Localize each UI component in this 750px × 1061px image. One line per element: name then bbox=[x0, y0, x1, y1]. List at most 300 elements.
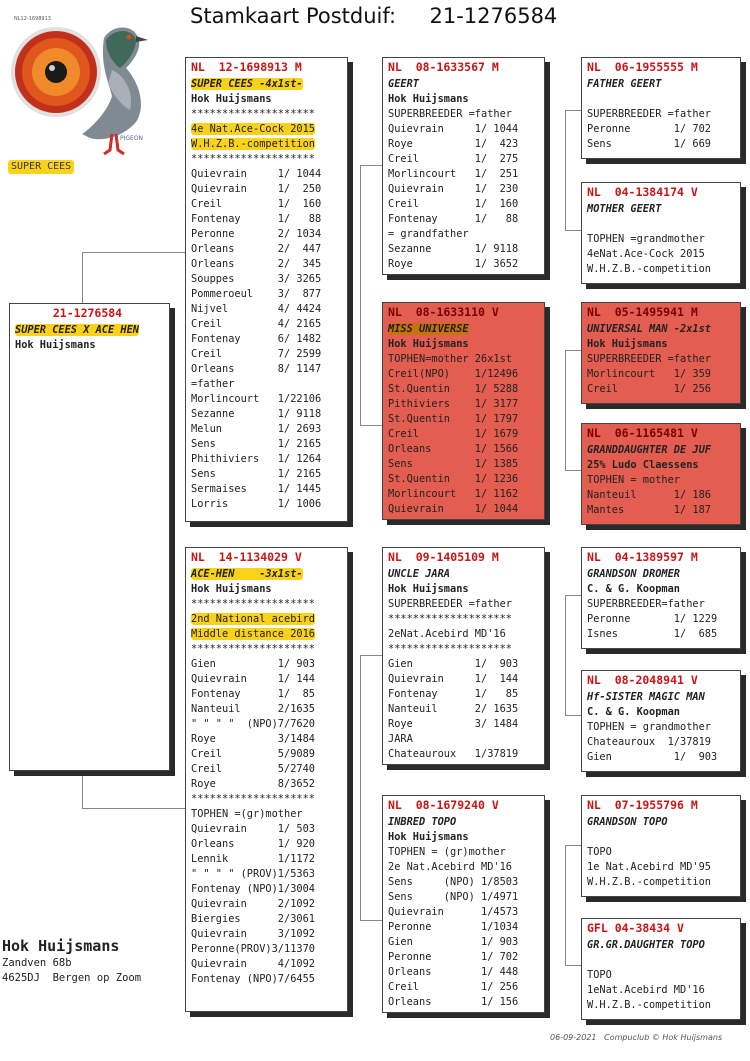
result-text: Morlincourt 1/ 1162 bbox=[388, 488, 519, 500]
result-text: 1eNat.Acebird MD'16 bbox=[587, 984, 705, 996]
result-text: Morlincourt 1/22106 bbox=[191, 393, 322, 405]
result-text: Quievrain 1/ 144 bbox=[388, 673, 519, 685]
result-text: ******************** bbox=[191, 598, 315, 610]
result-text: Creil 4/ 2165 bbox=[191, 318, 322, 330]
result-line bbox=[388, 935, 540, 950]
result-line bbox=[388, 642, 540, 657]
result-text: Creil 1/ 1679 bbox=[388, 428, 519, 440]
result-line bbox=[388, 890, 540, 905]
result-text: Peronne 1/ 702 bbox=[587, 123, 711, 135]
owner-address-2: 4625DJ Bergen op Zoom bbox=[2, 972, 142, 984]
result-text: Nijvel 4/ 4424 bbox=[191, 303, 322, 315]
result-text: Souppes 3/ 3265 bbox=[191, 273, 322, 285]
result-line bbox=[191, 122, 343, 137]
result-text: ******************** bbox=[388, 613, 512, 625]
result-line bbox=[388, 367, 540, 382]
result-text: Gien 1/ 903 bbox=[191, 658, 315, 670]
result-text: Sens (NPO) 1/8503 bbox=[388, 876, 519, 888]
result-text: Isnes 1/ 685 bbox=[587, 628, 718, 640]
result-text: Morlincourt 1/ 359 bbox=[587, 368, 711, 380]
result-text: Fontenay (NPO)1/3004 bbox=[191, 883, 315, 895]
result-line bbox=[191, 212, 343, 227]
result-line bbox=[587, 860, 736, 875]
result-text: Quievrain 4/1092 bbox=[191, 958, 315, 970]
subject-ring: 21-1276584 bbox=[52, 306, 123, 320]
result-line bbox=[191, 687, 343, 702]
result-line bbox=[388, 242, 540, 257]
result-line bbox=[388, 412, 540, 427]
result-line bbox=[587, 352, 736, 367]
result-line bbox=[388, 965, 540, 980]
page-title: Stamkaart Postduif: 21-1276584 bbox=[190, 4, 558, 28]
loft-name: C. & G. Koopman bbox=[587, 706, 680, 718]
result-line bbox=[388, 672, 540, 687]
result-text: Peronne(PROV)3/11370 bbox=[191, 943, 315, 955]
ggp-mfm-card[interactable] bbox=[581, 670, 741, 772]
result-text: SUPERBREEDER =father bbox=[587, 353, 711, 365]
result-line bbox=[191, 272, 343, 287]
result-line bbox=[388, 845, 540, 860]
subject-card[interactable] bbox=[9, 303, 170, 771]
result-line bbox=[191, 807, 343, 822]
result-text: Quievrain 3/1092 bbox=[191, 928, 315, 940]
pigeon-photo bbox=[8, 10, 158, 162]
result-line bbox=[587, 122, 736, 137]
result-line bbox=[191, 332, 343, 347]
result-text: Roye 8/3652 bbox=[191, 778, 315, 790]
loft-name: C. & G. Koopman bbox=[587, 583, 680, 595]
result-text: Quievrain 1/ 1044 bbox=[388, 503, 519, 515]
result-text: Peronne 1/ 1229 bbox=[587, 613, 718, 625]
ring-number: NL 06-1955555 M bbox=[587, 60, 698, 74]
result-line bbox=[191, 882, 343, 897]
result-line bbox=[587, 845, 736, 860]
result-text: Fontenay 1/ 88 bbox=[388, 213, 519, 225]
result-text: Orleans 2/ 447 bbox=[191, 243, 322, 255]
result-line bbox=[388, 905, 540, 920]
loft-name: Hok Huijsmans bbox=[388, 831, 469, 843]
result-line bbox=[191, 227, 343, 242]
result-line bbox=[388, 747, 540, 762]
result-line bbox=[191, 317, 343, 332]
result-text: St.Quentin 1/ 1797 bbox=[388, 413, 519, 425]
result-text: Creil 1/ 256 bbox=[388, 981, 519, 993]
result-line bbox=[388, 227, 540, 242]
result-line bbox=[191, 182, 343, 197]
owner-block bbox=[2, 936, 141, 986]
result-line bbox=[191, 257, 343, 272]
spacer bbox=[587, 830, 736, 845]
result-text: Quievrain 1/4573 bbox=[388, 906, 519, 918]
result-line bbox=[191, 107, 343, 122]
result-line bbox=[587, 968, 736, 983]
result-text: SUPERBREEDER =father bbox=[388, 598, 512, 610]
result-text: Sens 1/ 2165 bbox=[191, 468, 322, 480]
ring-number: NL 08-1633567 M bbox=[388, 60, 499, 74]
result-text: Pommeroeul 3/ 877 bbox=[191, 288, 322, 300]
result-line bbox=[388, 167, 540, 182]
result-line bbox=[388, 382, 540, 397]
result-text: Roye 3/1484 bbox=[191, 733, 315, 745]
ring-number: NL 04-1389597 M bbox=[587, 550, 698, 564]
result-line bbox=[388, 950, 540, 965]
result-line bbox=[191, 792, 343, 807]
result-line bbox=[191, 732, 343, 747]
result-line bbox=[388, 657, 540, 672]
spacer bbox=[587, 92, 736, 107]
result-line bbox=[191, 467, 343, 482]
result-line bbox=[587, 998, 736, 1013]
result-line bbox=[587, 735, 736, 750]
result-line bbox=[388, 920, 540, 935]
footer-credit: 06-09-2021 Compuclub © Hok Huijsmans bbox=[550, 1033, 723, 1042]
result-line bbox=[388, 860, 540, 875]
ggp-mff-card[interactable] bbox=[581, 547, 741, 649]
result-line bbox=[388, 212, 540, 227]
photo-brand-text: PIGEON bbox=[120, 135, 144, 142]
result-line bbox=[191, 287, 343, 302]
result-line bbox=[587, 750, 736, 765]
result-line bbox=[587, 597, 736, 612]
result-line bbox=[191, 242, 343, 257]
result-text: Orleans 1/ 448 bbox=[388, 966, 519, 978]
result-line bbox=[388, 687, 540, 702]
ggp-fmm-card[interactable] bbox=[581, 423, 741, 525]
ring-number: NL 08-1633110 V bbox=[388, 305, 499, 319]
result-line bbox=[388, 612, 540, 627]
result-line bbox=[388, 875, 540, 890]
result-line bbox=[191, 852, 343, 867]
result-text: " " " " (NPO)7/7620 bbox=[191, 718, 315, 730]
ring-number: NL 06-1165481 V bbox=[587, 426, 698, 440]
result-text: Peronne 1/ 702 bbox=[388, 951, 519, 963]
result-line bbox=[587, 367, 736, 382]
loft-name: Hok Huijsmans bbox=[191, 93, 272, 105]
result-line bbox=[191, 912, 343, 927]
result-text: ******************** bbox=[388, 643, 512, 655]
pigeon-name: GEERT bbox=[388, 78, 419, 90]
result-text: Nanteuil 2/1635 bbox=[191, 703, 315, 715]
pigeon-name: GR.GR.DAUGHTER TOPO bbox=[587, 939, 705, 951]
pigeon-name: UNIVERSAL MAN -2x1st bbox=[587, 323, 711, 335]
result-text: Nanteuil 1/ 186 bbox=[587, 489, 711, 501]
pigeon-name: FATHER GEERT bbox=[587, 78, 662, 90]
result-line bbox=[191, 957, 343, 972]
result-text: Phithiviers 1/ 1264 bbox=[191, 453, 322, 465]
loft-name: Hok Huijsmans bbox=[388, 338, 469, 350]
result-text: ******************** bbox=[191, 643, 315, 655]
spacer bbox=[587, 953, 736, 968]
result-text: Pithiviers 1/ 3177 bbox=[388, 398, 519, 410]
result-text: Lennik 1/1172 bbox=[191, 853, 315, 865]
result-text: Quievrain 1/ 250 bbox=[191, 183, 322, 195]
result-line bbox=[388, 717, 540, 732]
result-text: Roye 3/ 1484 bbox=[388, 718, 519, 730]
result-text: Peronne 2/ 1034 bbox=[191, 228, 322, 240]
result-line bbox=[191, 137, 343, 152]
result-text: Mantes 1/ 187 bbox=[587, 504, 711, 516]
result-line bbox=[191, 657, 343, 672]
result-text: Gien 1/ 903 bbox=[388, 658, 519, 670]
pigeon-name: MOTHER GEERT bbox=[587, 203, 662, 215]
ring-number: NL 14-1134029 V bbox=[191, 550, 302, 564]
result-text: Orleans 8/ 1147 bbox=[191, 363, 322, 375]
result-line bbox=[388, 502, 540, 517]
result-text: W.H.Z.B.-competition bbox=[587, 876, 711, 888]
result-line bbox=[191, 747, 343, 762]
result-line bbox=[191, 627, 343, 642]
result-line bbox=[191, 377, 343, 392]
subject-name: SUPER CEES X ACE HEN bbox=[15, 324, 139, 336]
grandfather-father-card[interactable] bbox=[382, 57, 545, 275]
result-text: Middle distance 2016 bbox=[191, 628, 315, 640]
result-line bbox=[388, 995, 540, 1010]
ggp-mmm-card[interactable] bbox=[581, 918, 741, 1020]
result-text: Orleans 1/ 1566 bbox=[388, 443, 519, 455]
result-line bbox=[587, 627, 736, 642]
pigeon-name: UNCLE JARA bbox=[388, 568, 450, 580]
pigeon-name: GRANDSON DROMER bbox=[587, 568, 680, 580]
result-line bbox=[191, 437, 343, 452]
result-line bbox=[388, 732, 540, 747]
result-text: Sens 1/ 2165 bbox=[191, 438, 322, 450]
result-text: TOPHEN = (gr)mother bbox=[388, 846, 506, 858]
result-line bbox=[587, 262, 736, 277]
result-text: Creil 1/ 160 bbox=[191, 198, 322, 210]
result-line bbox=[191, 927, 343, 942]
result-line bbox=[191, 482, 343, 497]
pigeon-name: GRANDDAUGHTER DE JUF bbox=[587, 444, 711, 456]
pigeon-name: MISS UNIVERSE bbox=[388, 323, 469, 335]
result-text: TOPHEN=mother 26x1st bbox=[388, 353, 512, 365]
father-card[interactable] bbox=[185, 57, 348, 522]
result-line bbox=[191, 972, 343, 987]
owner-name: Hok Huijsmans bbox=[2, 937, 120, 955]
result-line bbox=[587, 503, 736, 518]
result-line bbox=[191, 717, 343, 732]
result-line bbox=[388, 472, 540, 487]
ring-number: NL 08-1679240 V bbox=[388, 798, 499, 812]
result-text: W.H.Z.B.-competition bbox=[587, 263, 711, 275]
grandmother-father-card[interactable] bbox=[382, 302, 545, 520]
result-text: Morlincourt 1/ 251 bbox=[388, 168, 519, 180]
spacer bbox=[587, 217, 736, 232]
pigeon-name: INBRED TOPO bbox=[388, 816, 457, 828]
result-text: TOPHEN = grandmother bbox=[587, 721, 711, 733]
result-line bbox=[191, 197, 343, 212]
result-text: Creil 1/ 160 bbox=[388, 198, 519, 210]
ring-number: GFL 04-38434 V bbox=[587, 921, 684, 935]
ring-number: NL 12-1698913 M bbox=[191, 60, 302, 74]
result-text: Quievrain 1/ 144 bbox=[191, 673, 315, 685]
result-line bbox=[191, 837, 343, 852]
subject-loft: Hok Huijsmans bbox=[15, 339, 96, 351]
pigeon-name: Hf-SISTER MAGIC MAN bbox=[587, 691, 705, 703]
result-line bbox=[191, 897, 343, 912]
ring-number: NL 08-2048941 V bbox=[587, 673, 698, 687]
result-text: 4eNat.Ace-Cock 2015 bbox=[587, 248, 705, 260]
result-text: W.H.Z.B.-competition bbox=[587, 999, 711, 1011]
loft-name: Hok Huijsmans bbox=[388, 93, 469, 105]
result-text: TOPO bbox=[587, 969, 612, 981]
result-text: Fontenay 1/ 88 bbox=[191, 213, 322, 225]
result-text: JARA bbox=[388, 733, 413, 745]
ggp-mmf-card[interactable] bbox=[581, 795, 741, 897]
result-text: Quievrain 2/1092 bbox=[191, 898, 315, 910]
result-line bbox=[191, 302, 343, 317]
result-text: Creil 5/2740 bbox=[191, 763, 315, 775]
result-text: Chateauroux 1/37819 bbox=[587, 736, 711, 748]
result-text: 2e Nat.Acebird MD'16 bbox=[388, 861, 512, 873]
result-text: Quievrain 1/ 503 bbox=[191, 823, 315, 835]
result-text: 2eNat.Acebird MD'16 bbox=[388, 628, 506, 640]
result-text: Peronne 1/1034 bbox=[388, 921, 519, 933]
result-text: Roye 1/ 423 bbox=[388, 138, 519, 150]
result-text: TOPO bbox=[587, 846, 612, 858]
grandfather-mother-card[interactable] bbox=[382, 547, 545, 765]
result-text: Quievrain 1/ 1044 bbox=[388, 123, 519, 135]
ggp-ffm-card[interactable] bbox=[581, 182, 741, 284]
result-text: SUPERBREEDER =father bbox=[388, 108, 512, 120]
result-text: Lorris 1/ 1006 bbox=[191, 498, 322, 510]
photo-ring-text: NL12-1698913 bbox=[14, 16, 51, 22]
result-text: Creil 5/9089 bbox=[191, 748, 315, 760]
ggp-fff-card[interactable] bbox=[581, 57, 741, 159]
result-line bbox=[388, 122, 540, 137]
result-text: ******************** bbox=[191, 153, 315, 165]
result-text: St.Quentin 1/ 5288 bbox=[388, 383, 519, 395]
result-text: Fontenay (NPO)7/6455 bbox=[191, 973, 315, 985]
result-line bbox=[388, 107, 540, 122]
ring-number: NL 07-1955796 M bbox=[587, 798, 698, 812]
result-line bbox=[587, 247, 736, 262]
loft-name: Hok Huijsmans bbox=[587, 338, 668, 350]
result-text: 4e Nat.Ace-Cock 2015 bbox=[191, 123, 315, 135]
result-line bbox=[191, 497, 343, 512]
result-text: TOPHEN =grandmother bbox=[587, 233, 705, 245]
result-text: Fontenay 6/ 1482 bbox=[191, 333, 322, 345]
result-text: " " " " (PROV)1/5363 bbox=[191, 868, 315, 880]
result-line bbox=[388, 182, 540, 197]
result-line bbox=[388, 137, 540, 152]
loft-name: Hok Huijsmans bbox=[388, 583, 469, 595]
result-line bbox=[191, 612, 343, 627]
result-line bbox=[388, 702, 540, 717]
result-line bbox=[191, 762, 343, 777]
result-text: Sezanne 1/ 9118 bbox=[388, 243, 519, 255]
result-text: TOPHEN =(gr)mother bbox=[191, 808, 303, 820]
pigeon-name: GRANDSON TOPO bbox=[587, 816, 668, 828]
owner-address-1: Zandven 68b bbox=[2, 957, 72, 969]
result-line bbox=[587, 473, 736, 488]
result-line bbox=[587, 983, 736, 998]
result-line bbox=[388, 980, 540, 995]
result-text: TOPHEN = mother bbox=[587, 474, 680, 486]
result-text: St.Quentin 1/ 1236 bbox=[388, 473, 519, 485]
pigeon-name: SUPER CEES -4x1st- bbox=[191, 78, 303, 90]
result-line bbox=[191, 597, 343, 612]
result-line bbox=[388, 442, 540, 457]
ring-number: NL 05-1495941 M bbox=[587, 305, 698, 319]
result-line bbox=[587, 382, 736, 397]
result-line bbox=[191, 452, 343, 467]
result-line bbox=[191, 672, 343, 687]
grandmother-mother-card[interactable] bbox=[382, 795, 545, 1013]
result-text: Orleans 1/ 156 bbox=[388, 996, 519, 1008]
result-text: Sens (NPO) 1/4971 bbox=[388, 891, 519, 903]
result-text: Creil 1/ 275 bbox=[388, 153, 519, 165]
result-text: Gien 1/ 903 bbox=[587, 751, 718, 763]
result-line bbox=[587, 137, 736, 152]
result-text: Fontenay 1/ 85 bbox=[191, 688, 315, 700]
result-line bbox=[191, 167, 343, 182]
result-text: Gien 1/ 903 bbox=[388, 936, 519, 948]
loft-name: 25% Ludo Claessens bbox=[587, 459, 699, 471]
result-line bbox=[388, 487, 540, 502]
result-line bbox=[587, 488, 736, 503]
result-text: Sens 1/ 669 bbox=[587, 138, 711, 150]
result-line bbox=[191, 642, 343, 657]
result-line bbox=[191, 777, 343, 792]
result-text: SUPERBREEDER=father bbox=[587, 598, 705, 610]
ring-number: NL 04-1384174 V bbox=[587, 185, 698, 199]
result-text: Fontenay 1/ 85 bbox=[388, 688, 519, 700]
result-text: Orleans 1/ 920 bbox=[191, 838, 315, 850]
result-line bbox=[191, 362, 343, 377]
loft-name: Hok Huijsmans bbox=[191, 583, 272, 595]
result-text: Creil 7/ 2599 bbox=[191, 348, 322, 360]
result-line bbox=[191, 422, 343, 437]
result-line bbox=[191, 407, 343, 422]
result-text: Sens 1/ 1385 bbox=[388, 458, 519, 470]
result-text: ******************** bbox=[191, 108, 315, 120]
result-text: Creil(NPO) 1/12496 bbox=[388, 368, 519, 380]
result-line bbox=[191, 152, 343, 167]
result-text: Nanteuil 2/ 1635 bbox=[388, 703, 519, 715]
result-text: Biergies 2/3061 bbox=[191, 913, 315, 925]
result-text: ******************** bbox=[191, 793, 315, 805]
result-text: Quievrain 1/ 230 bbox=[388, 183, 519, 195]
result-line bbox=[191, 942, 343, 957]
result-text: 2nd National acebird bbox=[191, 613, 315, 625]
result-text: Roye 1/ 3652 bbox=[388, 258, 519, 270]
result-text: Quievrain 1/ 1044 bbox=[191, 168, 322, 180]
result-line bbox=[191, 822, 343, 837]
result-line bbox=[191, 347, 343, 362]
result-text: =father bbox=[191, 378, 235, 390]
result-text: Chateauroux 1/37819 bbox=[388, 748, 519, 760]
result-line bbox=[191, 392, 343, 407]
result-text: Melun 1/ 2693 bbox=[191, 423, 322, 435]
mother-card[interactable] bbox=[185, 547, 348, 1012]
photo-label: SUPER CEES bbox=[8, 160, 74, 174]
pigeon-image bbox=[8, 10, 158, 162]
result-line bbox=[388, 397, 540, 412]
result-line bbox=[191, 702, 343, 717]
result-line bbox=[587, 720, 736, 735]
result-line bbox=[191, 867, 343, 882]
result-line bbox=[388, 352, 540, 367]
ggp-fmf-card[interactable] bbox=[581, 302, 741, 404]
result-line bbox=[388, 597, 540, 612]
result-text: Sermaises 1/ 1445 bbox=[191, 483, 322, 495]
result-text: = grandfather bbox=[388, 228, 469, 240]
result-line bbox=[587, 875, 736, 890]
result-text: 1e Nat.Acebird MD'95 bbox=[587, 861, 711, 873]
result-text: Sezanne 1/ 9118 bbox=[191, 408, 322, 420]
result-line bbox=[388, 257, 540, 272]
result-text: SUPERBREEDER =father bbox=[587, 108, 711, 120]
